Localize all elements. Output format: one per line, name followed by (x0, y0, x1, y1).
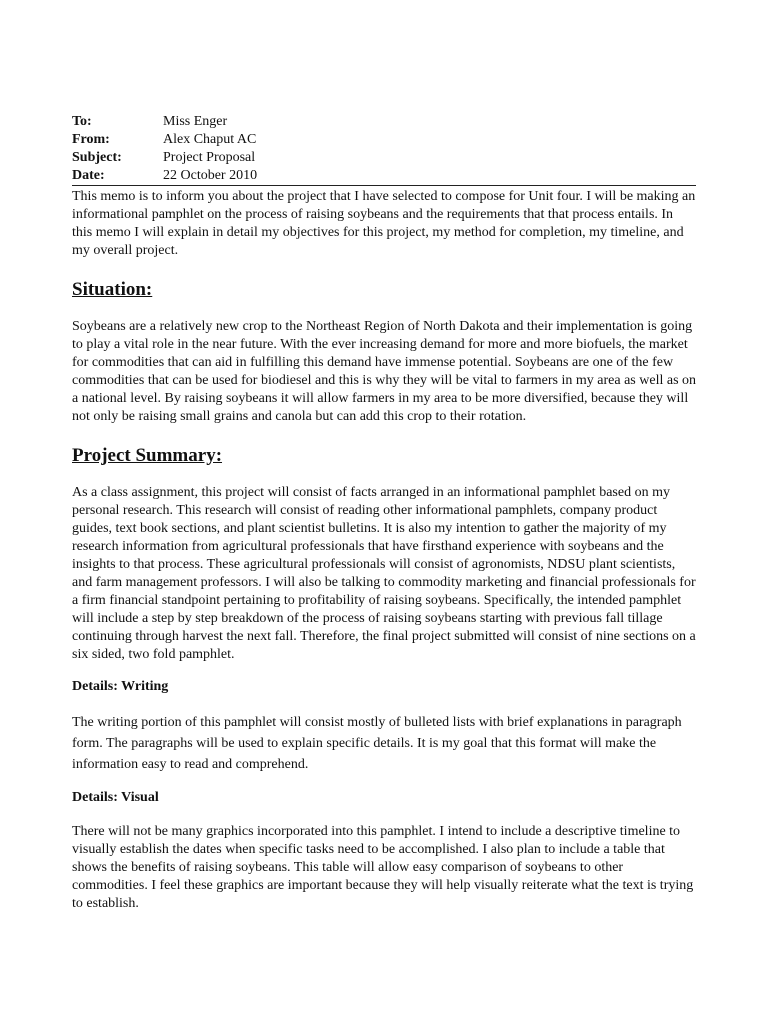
memo-to-label: To: (72, 114, 92, 129)
memo-from-value: Alex Chaput AC (163, 132, 257, 147)
memo-from-label: From: (72, 132, 110, 147)
details-writing-paragraph: The writing portion of this pamphlet will consist mostly of bulleted lists with brief explanations in paragraph form. The paragraphs will be used to explain specific details. It is my goal that this format will make the information easy to read and comprehend. (72, 715, 682, 772)
header-divider (72, 185, 696, 186)
memo-date-value: 22 October 2010 (163, 168, 258, 183)
memo-from-row (72, 131, 696, 149)
situation-paragraph: Soybeans are a relatively new crop to the Northeast Region of North Dakota and their implementation is going to play a vital role in the near future. With the ever increasing demand for more and more biofuels, the market for commodities that can aid in fulfilling this demand have immense potential. Soybeans are one of the few commodities that can be used for biodiesel and this is why they will be vital to farmers in my area as well as on a national level. By raising soybeans it will allow farmers in my area to be more diversified, because they will not only be raising small grains and canola but can add this crop to their rotation. (72, 319, 697, 424)
details-visual-paragraph: There will not be many graphics incorporated into this pamphlet. I intend to include a descriptive timeline to visually establish the dates when specific tasks need to be accomplished. I also plan to include a table that shows the benefits of raising soybeans. This table will allow easy comparison of soybeans to other commodities. I feel these graphics are important because they will help visually reiterate what the text is trying to establish. (72, 824, 694, 911)
memo-date-label: Date: (72, 168, 105, 183)
memo-subject-label: Subject: (72, 150, 122, 165)
details-visual-heading: Details: Visual (72, 790, 159, 805)
intro-paragraph: This memo is to inform you about the project that I have selected to compose for Unit four. I will be making an informational pamphlet on the process of raising soybeans and the requirements that that process entails. In this memo I will explain in detail my objectives for this project, my method for completion, my timeline, and my overall project. (72, 189, 696, 258)
memo-date-row (72, 167, 696, 185)
details-writing-heading: Details: Writing (72, 679, 169, 694)
memo-subject-row (72, 149, 696, 167)
memo-header (72, 113, 696, 185)
memo-subject-value: Project Proposal (163, 150, 256, 165)
project-summary-heading: Project Summary: (72, 445, 223, 466)
situation-heading: Situation: (72, 279, 153, 300)
memo-body (72, 188, 696, 913)
memo-to-row (72, 113, 696, 131)
memo-to-value: Miss Enger (163, 114, 228, 129)
project-summary-paragraph: As a class assignment, this project will consist of facts arranged in an informational pamphlet based on my personal research. This research will consist of reading other informational pamphlets, company product guides, text book sections, and plant scientist bulletins. It is also my intention to gather the majority of my research information from agricultural professionals that have firsthand experience with soybeans and the insights to that process. These agricultural professionals will consist of agronomists, NDSU plant scientists, and farm management professors. I will also be talking to commodity marketing and financial professionals for a firm financial standpoint pertaining to profitability of raising soybeans. Specifically, the intended pamphlet will include a step by step breakdown of the process of raising soybeans starting with previous fall tillage continuing through harvest the next fall. Therefore, the final project submitted will consist of nine sections on a six sided, two fold pamphlet. (72, 485, 696, 662)
